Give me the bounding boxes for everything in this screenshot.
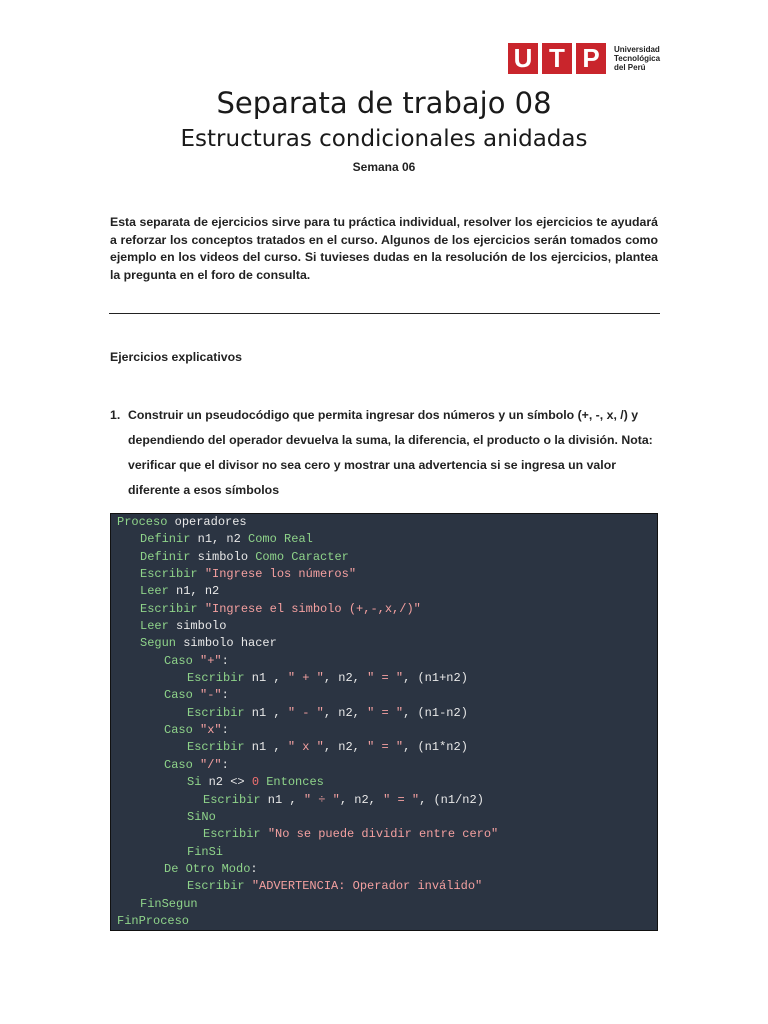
section-title: Ejercicios explicativos — [110, 350, 242, 364]
code-line — [117, 618, 651, 635]
code-line — [117, 670, 651, 687]
document-subtitle: Estructuras condicionales anidadas — [180, 126, 588, 152]
logo-letter-u: U — [508, 43, 538, 74]
code-token: , (n1-n2) — [403, 705, 468, 720]
code-line — [117, 896, 651, 913]
code-token: , (n1*n2) — [403, 740, 468, 755]
code-token: n1 , — [260, 792, 304, 807]
code-token: , (n1+n2) — [403, 671, 468, 686]
code-token: n1 , — [244, 705, 288, 720]
logo-letter-p: P — [576, 43, 606, 74]
code-token: Escribir — [187, 879, 245, 894]
code-token — [193, 654, 200, 668]
code-token: operadores — [167, 515, 247, 529]
code-token: " ÷ " — [303, 792, 340, 807]
code-token: "-" — [200, 688, 222, 703]
code-token: " - " — [287, 705, 324, 720]
code-token: : — [250, 861, 258, 876]
code-token: n1 , — [244, 740, 288, 755]
code-token: "x" — [200, 723, 222, 738]
week-label: Semana 06 — [352, 160, 416, 174]
code-token: Caso — [164, 688, 193, 703]
code-line — [117, 514, 651, 531]
code-line — [117, 844, 651, 861]
code-line — [117, 635, 651, 652]
code-line — [117, 913, 651, 930]
code-line — [117, 549, 651, 566]
code-line — [117, 809, 651, 826]
code-token: Como Caracter — [255, 549, 349, 564]
code-line — [117, 705, 651, 722]
code-token: , n2, — [323, 671, 368, 686]
code-line — [117, 757, 651, 774]
code-token: Caso — [164, 653, 193, 668]
code-token: Caso — [164, 757, 193, 772]
code-token: FinProceso — [117, 913, 190, 928]
code-token: 0 — [251, 775, 260, 790]
code-line — [117, 531, 651, 548]
code-token: n2 <> — [201, 775, 252, 790]
intro-paragraph: Esta separata de ejercicios sirve para tu práctica individual, resolver los ejercicios te ayudará a reforzar los conceptos tratados en el curso. Algunos de los ejercicios serán tomados como ejemplo en los videos del curso. Si tuvieses dudas en la resolución de los ejercicios, plantea la pregunta en el foro de consulta. — [110, 215, 658, 282]
code-token: "+" — [200, 653, 222, 668]
code-line — [117, 739, 651, 756]
code-token: simbolo — [190, 549, 256, 564]
code-token — [198, 567, 205, 581]
code-token — [193, 758, 200, 772]
code-token: " = " — [367, 740, 404, 755]
code-token: Definir — [140, 532, 191, 547]
code-line — [117, 792, 651, 809]
code-line — [117, 774, 651, 791]
code-token: " = " — [367, 705, 404, 720]
document-title: Separata de trabajo 08 — [216, 86, 552, 120]
code-token: " x " — [287, 740, 324, 755]
code-line — [117, 878, 651, 895]
code-token: "No se puede dividir entre cero" — [267, 827, 499, 842]
code-token: "/" — [200, 757, 222, 772]
logo-university-name: Universidad Tecnológica del Perú — [614, 45, 661, 72]
code-token: Segun — [140, 636, 177, 651]
code-token: Escribir — [187, 671, 245, 686]
code-token: " = " — [383, 792, 420, 807]
code-token: "Ingrese el simbolo (+,-,x,/)" — [204, 601, 421, 616]
code-token: simbolo hacer — [176, 636, 277, 651]
code-token: : — [221, 688, 229, 703]
code-line — [117, 583, 651, 600]
code-token: Escribir — [187, 740, 245, 755]
code-token: : — [221, 757, 229, 772]
exercise-item — [110, 403, 658, 503]
code-token: Caso — [164, 723, 193, 738]
code-line — [117, 653, 651, 670]
code-token: Proceso — [117, 515, 168, 529]
code-token — [193, 723, 200, 737]
logo-letter-t: T — [542, 43, 572, 74]
code-token: Leer — [140, 619, 169, 634]
code-token — [261, 827, 268, 841]
code-token: , n2, — [323, 740, 368, 755]
code-token: Escribir — [187, 705, 245, 720]
code-token: "Ingrese los números" — [204, 567, 357, 582]
code-token: simbolo — [168, 619, 227, 634]
code-token: SiNo — [187, 809, 216, 824]
code-token: Si — [187, 775, 202, 790]
code-token: De Otro Modo — [164, 861, 251, 876]
exercise-text: Construir un pseudocódigo que permita ingresar dos números y un símbolo (+, -, x, /) y dependiendo del operador devuelva la suma, la diferencia, el producto o la división. Nota: verificar que el divisor no sea cero y mostrar una advertencia si se ingresa un valor diferente a esos símbolos — [128, 408, 653, 497]
code-token: n1, n2 — [168, 584, 220, 599]
pseudocode-block — [110, 513, 658, 931]
code-token: "ADVERTENCIA: Operador inválido" — [251, 879, 483, 894]
code-line — [117, 601, 651, 618]
code-token: n1 , — [244, 671, 288, 686]
code-token: Escribir — [203, 827, 261, 842]
code-line — [117, 722, 651, 739]
code-token: n1, n2 — [190, 532, 249, 547]
code-line — [117, 687, 651, 704]
code-token: , n2, — [339, 792, 384, 807]
code-token: , (n1/n2) — [419, 792, 484, 807]
code-token: Entonces — [266, 775, 324, 790]
code-token: Escribir — [140, 567, 198, 582]
code-token — [198, 602, 205, 616]
code-token: " + " — [287, 671, 324, 686]
code-line — [117, 861, 651, 878]
exercise-number: 1. — [110, 408, 121, 422]
code-token: Definir — [140, 549, 191, 564]
code-line — [117, 566, 651, 583]
section-divider — [109, 313, 660, 314]
code-token: " = " — [367, 671, 404, 686]
utp-logo — [508, 42, 660, 75]
code-token: Escribir — [203, 792, 261, 807]
code-token: FinSegun — [140, 896, 198, 911]
code-token: Escribir — [140, 601, 198, 616]
code-token: Como Real — [248, 532, 313, 547]
code-token: : — [221, 653, 229, 668]
code-token: Leer — [140, 584, 169, 599]
code-token: : — [221, 723, 229, 738]
code-line — [117, 826, 651, 843]
code-token — [193, 688, 200, 702]
code-token — [245, 879, 252, 893]
code-token: , n2, — [323, 705, 368, 720]
code-token: FinSi — [187, 844, 224, 859]
